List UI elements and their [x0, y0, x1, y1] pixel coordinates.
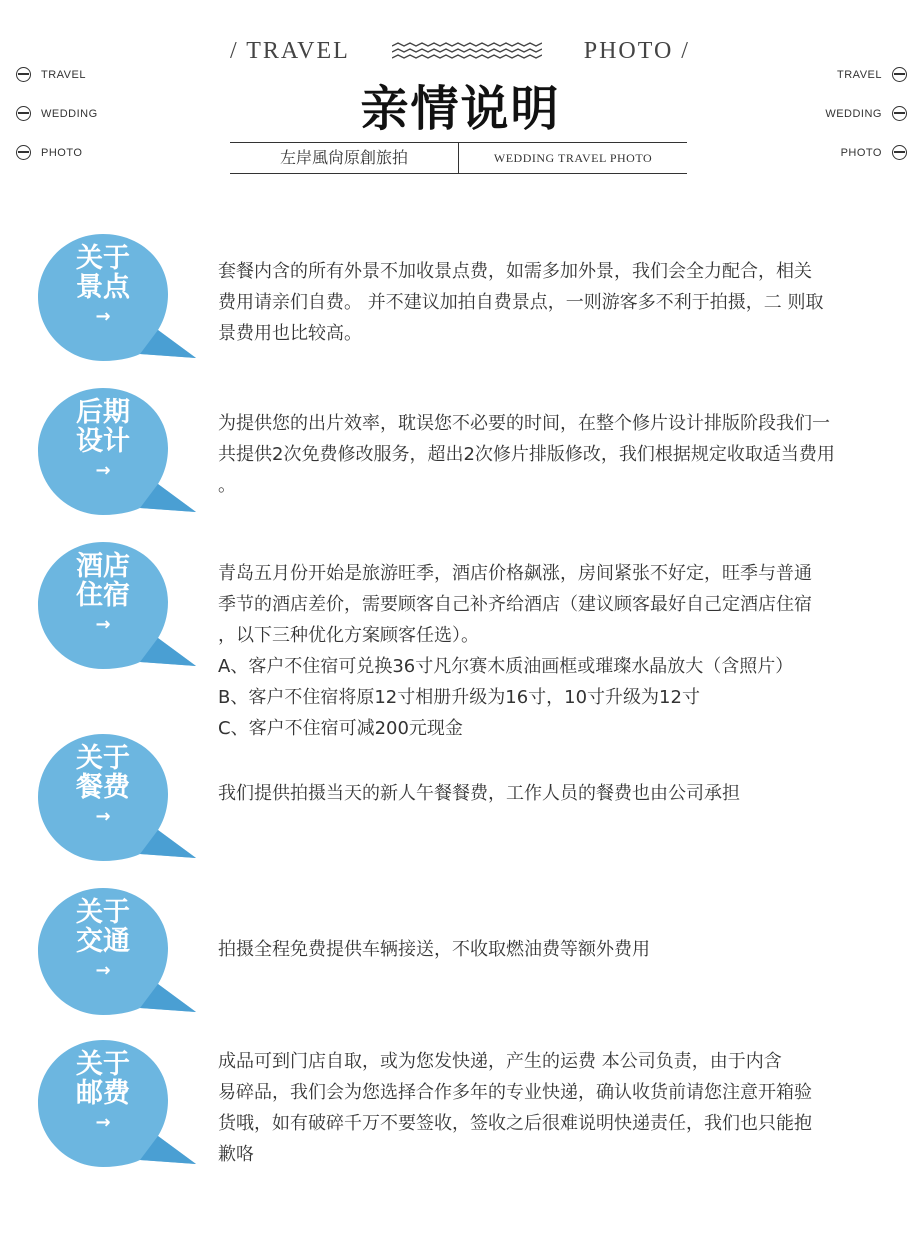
subtitle-box	[230, 142, 687, 174]
arrow-right-icon: →	[95, 960, 111, 981]
badge-title	[44, 244, 162, 302]
section-text: 为提供您的出片效率，耽误您不必要的时间，在整个修片设计排版阶段我们一 共提供2次免费修改服务，超出2次修片排版修改，我们根据规定收取适当费用 。	[218, 413, 835, 496]
badge-line: 后期	[76, 397, 130, 428]
badge-title	[44, 898, 162, 956]
badge	[30, 538, 205, 668]
badge-line: 住宿	[76, 580, 130, 611]
section-text: 我们提供拍摄当天的新人午餐餐费，工作人员的餐费也由公司承担	[218, 783, 740, 804]
subtitle-en: WEDDING TRAVEL PHOTO	[493, 150, 653, 165]
section-text: 拍摄全程免费提供车辆接送，不收取燃油费等额外费用	[218, 939, 650, 960]
section-text: 套餐内含的所有外景不加收景点费，如需多加外景，我们会全力配合，相关 费用请亲们自费。 并不建议加拍自费景点，一则游客多不利于拍摄，二 则取 景费用也比较高。	[218, 261, 824, 344]
badge	[30, 384, 205, 514]
badge-line: 景点	[76, 272, 130, 303]
page-title: 亲情说明	[360, 81, 561, 137]
minus-circle-icon	[892, 145, 907, 160]
badge-line: 餐费	[76, 772, 130, 803]
nav-label: PHOTO	[840, 146, 882, 159]
wave-divider-icon	[392, 42, 542, 60]
section-text: 成品可到门店自取，或为您发快递，产生的运费 本公司负责，由于内含 易碎品，我们会为您选择合作多年的专业快递，确认收货前请您注意开箱验 货哦，如有破碎千万不要签收，签收之后很难说明快递责任，我们也只能抱 歉咯	[218, 1051, 812, 1165]
header-tagline	[230, 36, 690, 66]
arrow-right-icon: →	[95, 806, 111, 827]
badge-title	[44, 744, 162, 802]
tagline-left: / TRAVEL	[230, 37, 350, 64]
badge-line: 关于	[76, 743, 130, 774]
badge-line: 酒店	[76, 551, 130, 582]
nav-label: TRAVEL	[41, 68, 86, 81]
arrow-right-icon: →	[95, 306, 111, 327]
badge-line: 关于	[76, 897, 130, 928]
badge	[30, 230, 205, 360]
badge-title	[44, 1050, 162, 1108]
badge-line: 设计	[76, 426, 130, 457]
badge-line: 关于	[76, 243, 130, 274]
nav-label: TRAVEL	[837, 68, 882, 81]
nav-label: WEDDING	[41, 107, 98, 120]
subtitle-cn: 左岸風尙原創旅拍	[230, 143, 459, 173]
nav-label: PHOTO	[41, 146, 83, 159]
badge-line: 关于	[76, 1049, 130, 1080]
badge-title	[44, 552, 162, 610]
badge-title	[44, 398, 162, 456]
badge-line: 交通	[76, 926, 130, 957]
arrow-right-icon: →	[95, 460, 111, 481]
section-text: 青岛五月份开始是旅游旺季，酒店价格飙涨，房间紧张不好定，旺季与普通 季节的酒店差价，需要顾客自己补齐给酒店（建议顾客最好自己定酒店住宿 ，以下三种优化方案顾客任选）。 A、客户不住宿可兑换36寸凡尔赛木质油画框或璀璨水晶放大（含照片） B、客户不住宿将原12寸相册升级为16寸，10寸升级为12寸 C、客户不住宿可减200元现金	[218, 563, 812, 739]
minus-circle-icon	[16, 145, 31, 160]
tagline-right: PHOTO /	[583, 37, 690, 64]
arrow-right-icon: →	[95, 1112, 111, 1133]
badge-line: 邮费	[76, 1078, 130, 1109]
arrow-right-icon: →	[95, 614, 111, 635]
badge	[30, 884, 205, 1014]
badge	[30, 730, 205, 860]
nav-label: WEDDING	[825, 107, 882, 120]
badge	[30, 1036, 205, 1166]
header	[0, 0, 921, 200]
